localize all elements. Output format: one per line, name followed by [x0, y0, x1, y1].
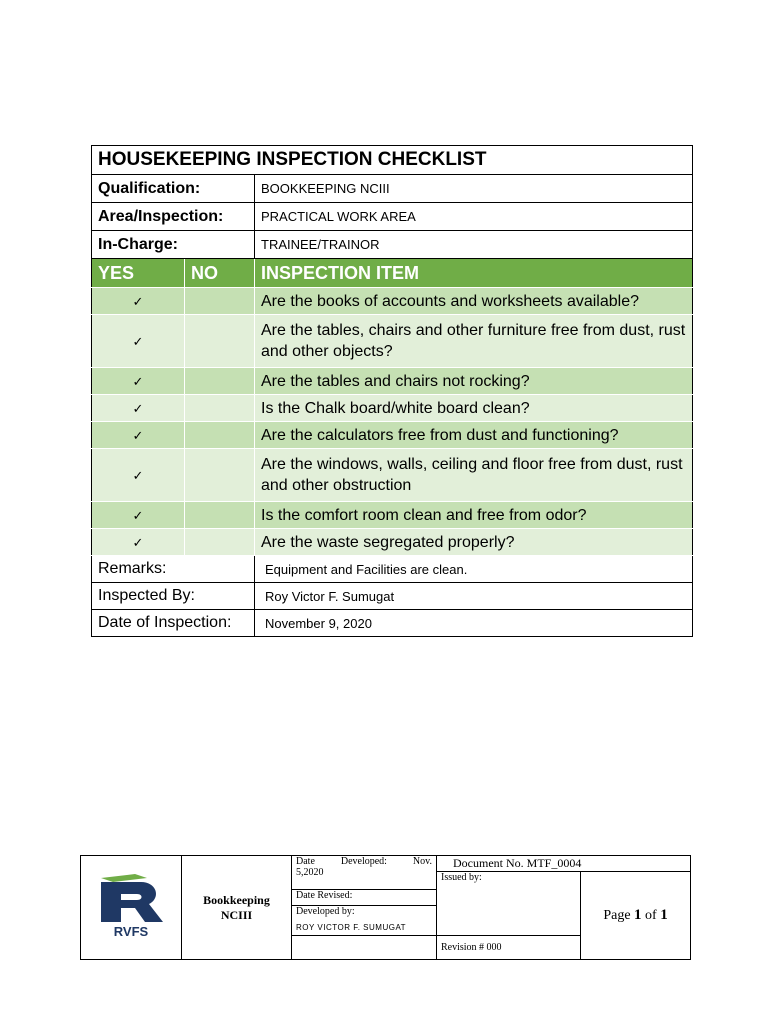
area-value: PRACTICAL WORK AREA	[255, 203, 693, 231]
yes-checkmark: ✓	[92, 449, 185, 502]
checklist-row	[92, 395, 693, 422]
developed-by-name: ROY VICTOR F. SUMUGAT	[296, 923, 407, 932]
date-developed-cell	[292, 856, 437, 890]
inspection-item-column-header: INSPECTION ITEM	[255, 259, 693, 288]
yes-checkmark: ✓	[92, 288, 185, 315]
developed-by-spacer	[292, 936, 437, 960]
page-word: Page	[603, 908, 631, 923]
checklist-row	[92, 368, 693, 395]
inspection-checklist-table	[91, 145, 693, 637]
checklist-row	[92, 449, 693, 502]
document-number: Document No. MTF_0004	[437, 856, 691, 872]
page-indicator	[581, 872, 691, 960]
logo-green-stripe	[101, 874, 147, 882]
remarks-label: Remarks:	[92, 556, 255, 583]
inspection-item-text: Is the comfort room clean and free from odor?	[255, 502, 693, 529]
date-of-inspection-label: Date of Inspection:	[92, 610, 255, 637]
date-revised-label: Date Revised:	[292, 890, 437, 906]
no-cell	[185, 368, 255, 395]
footer-qualification	[182, 856, 292, 960]
no-column-header: NO	[185, 259, 255, 288]
inspection-item-text: Are the tables, chairs and other furniture free from dust, rust and other objects?	[255, 315, 693, 368]
date-developed-label: Date Developed: Nov.	[296, 856, 432, 867]
inspection-item-text: Are the calculators free from dust and functioning?	[255, 422, 693, 449]
checklist-row	[92, 288, 693, 315]
issued-by-label: Issued by:	[437, 872, 581, 936]
area-label: Area/Inspection:	[92, 203, 255, 231]
inspection-item-text: Are the windows, walls, ceiling and floor free from dust, rust and other obstruction	[255, 449, 693, 502]
rvfs-logo-icon	[95, 872, 167, 940]
footer-qualification-line2: NCIII	[220, 907, 253, 922]
checklist-row	[92, 422, 693, 449]
inspection-item-text: Are the waste segregated properly?	[255, 529, 693, 556]
no-cell	[185, 395, 255, 422]
inspection-item-text: Is the Chalk board/white board clean?	[255, 395, 693, 422]
date-of-inspection-value: November 9, 2020	[255, 610, 693, 637]
inspection-item-text: Are the tables and chairs not rocking?	[255, 368, 693, 395]
qualification-value: BOOKKEEPING NCIII	[255, 175, 693, 203]
page-current: 1	[634, 907, 642, 923]
incharge-value: TRAINEE/TRAINOR	[255, 231, 693, 259]
page-of: of	[645, 908, 657, 923]
yes-checkmark: ✓	[92, 395, 185, 422]
no-cell	[185, 529, 255, 556]
inspected-by-label: Inspected By:	[92, 583, 255, 610]
checklist-row	[92, 315, 693, 368]
checklist-row	[92, 529, 693, 556]
incharge-label: In-Charge:	[92, 231, 255, 259]
no-cell	[185, 449, 255, 502]
no-cell	[185, 315, 255, 368]
inspection-item-text: Are the books of accounts and worksheets available?	[255, 288, 693, 315]
footer-qualification-line1: Bookkeeping	[203, 892, 270, 907]
checklist-row	[92, 502, 693, 529]
developed-by-label: Developed by:	[296, 906, 355, 917]
yes-checkmark: ✓	[92, 315, 185, 368]
logo-r-shape	[101, 882, 163, 922]
logo-text: RVFS	[113, 924, 149, 939]
no-cell	[185, 288, 255, 315]
yes-checkmark: ✓	[92, 502, 185, 529]
yes-column-header: YES	[92, 259, 185, 288]
inspected-by-value: Roy Victor F. Sumugat	[255, 583, 693, 610]
revision-number: Revision # 000	[437, 936, 581, 960]
qualification-label: Qualification:	[92, 175, 255, 203]
remarks-value: Equipment and Facilities are clean.	[255, 556, 693, 583]
yes-checkmark: ✓	[92, 422, 185, 449]
rvfs-logo	[81, 856, 182, 960]
checklist-title: HOUSEKEEPING INSPECTION CHECKLIST	[92, 146, 693, 175]
date-developed-value: 5,2020	[296, 867, 324, 878]
no-cell	[185, 502, 255, 529]
document-footer-table	[80, 855, 691, 960]
yes-checkmark: ✓	[92, 529, 185, 556]
developed-by-cell	[292, 906, 437, 936]
yes-checkmark: ✓	[92, 368, 185, 395]
page-total: 1	[660, 907, 668, 923]
no-cell	[185, 422, 255, 449]
